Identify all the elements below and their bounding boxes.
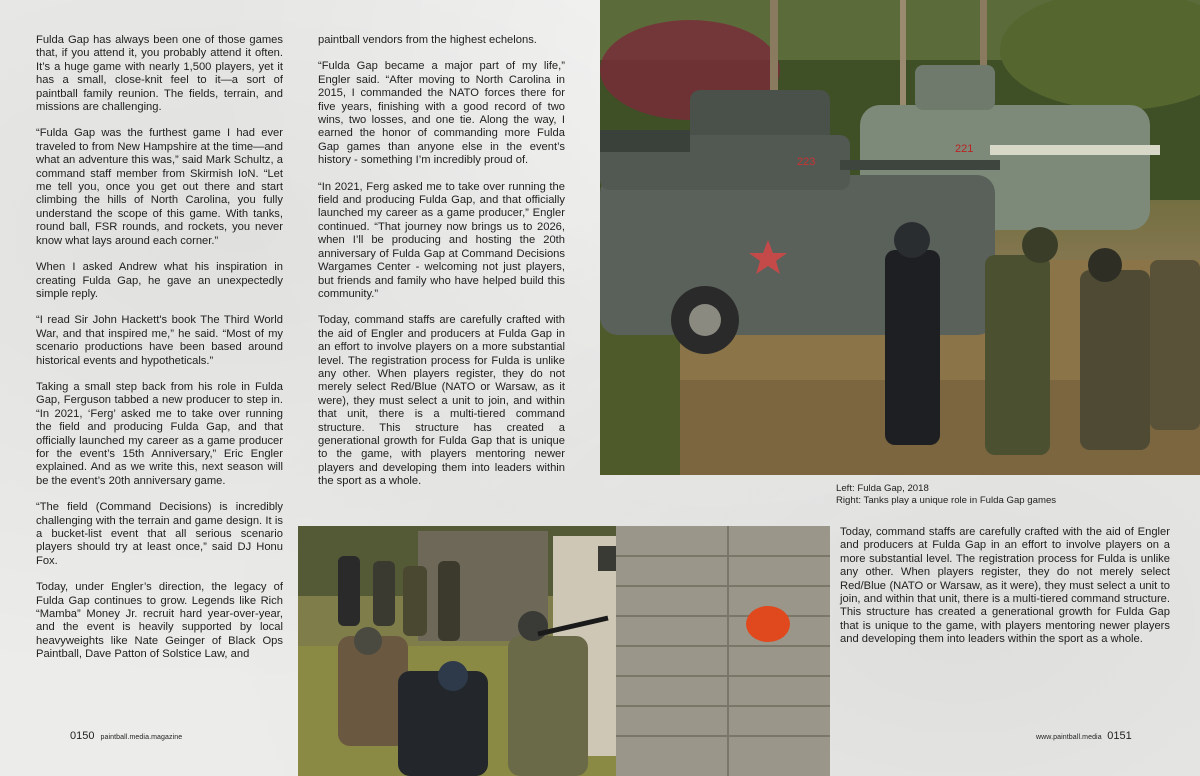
paragraph: “In 2021, Ferg asked me to take over running the field and producing Fulda Gap, and that officially launched my career as a game producer,” Engler continued. “That journey now brings us to 2026, when I’ll be producing and hosting the 20th anniversary of Fulda Gap at Command Decisions Wargames Center - welcoming not just players, but friends and family who have helped build this community.” bbox=[318, 180, 565, 300]
paragraph: “Fulda Gap was the furthest game I had ever traveled to from New Hampshire at the time—and what an adventure this was,” said Mark Schultz, a command staff member from Skirmish IoN. “Let me tell you, once you get out there and start climbing the hills of North Carolina, you fully understand the scope of this game. With tanks, round ball, FSR rounds, and rockets, you never know what lays around each corner.” bbox=[36, 127, 283, 247]
page-number-right: 0151 bbox=[1107, 730, 1132, 742]
paragraph: Taking a small step back from his role in Fulda Gap, Ferguson tabbed a new producer to step in. “In 2021, ‘Ferg’ asked me to take over running the field and producing Fulda Gap, and that officially launched my career as a game producer for the event’s 15th Anniversary,” Eric Engler explained. And as we write this, next season will be the event’s 20th anniversary game. bbox=[36, 380, 283, 487]
folio-right bbox=[1030, 730, 1132, 742]
paragraph: Today, command staffs are carefully crafted with the aid of Engler and producers at Fulda Gap in an effort to involve players on a more substantial level. The registration process for Fulda is unlike any other. When players register, they do not merely select Red/Blue (NATO or Warsaw, as it were), they must select a unit to join, and within that unit, there is a multi-tiered command structure. This structure has created a generational growth for Fulda Gap that is unique to the game, with players mentoring newer players and developing them into leaders within the sport as a whole. bbox=[318, 314, 565, 488]
tank-number-right: 221 bbox=[955, 143, 974, 155]
paragraph: Fulda Gap has always been one of those games that, if you attend it, you probably attend it often. It’s a huge game with nearly 1,500 players, yet it has a small, close-knit feel to it—a sort of paintball family reunion. The fields, terrain, and missions are challenging. bbox=[36, 34, 283, 114]
paragraph: Today, command staffs are carefully crafted with the aid of Engler and producers at Fulda Gap in an effort to involve players on a more substantial level. The registration process for Fulda is unlike any other. When players register, they do not merely select Red/Blue (NATO or Warsaw, as it were), they must select a unit to join, and within that unit, there is a multi-tiered command structure. This structure has created a generational growth for Fulda Gap that is unique to the game, with players mentoring newer players and developing them into leaders within the sport as a whole. bbox=[840, 526, 1170, 646]
article-column-3 bbox=[840, 526, 1170, 660]
paragraph: When I asked Andrew what his inspiration in creating Fulda Gap, he gave an unexpectedly simple reply. bbox=[36, 261, 283, 300]
caption-line-left: Left: Fulda Gap, 2018 bbox=[836, 483, 929, 494]
paragraph: “The field (Command Decisions) is incredibly challenging with the terrain and game design. It is a bucket-list event that all serious scenario players should try at least once,” said DJ Honu Fox. bbox=[36, 501, 283, 567]
caption-line-right: Right: Tanks play a unique role in Fulda Gap games bbox=[836, 495, 1057, 507]
paragraph: “I read Sir John Hackett's book The Third World War, and that inspired me,” he said. “Most of my scenario productions have been based around historical events and hypotheticals.” bbox=[36, 314, 283, 367]
paragraph: “Fulda Gap became a major part of my life,” Engler said. “After moving to North Carolina in 2015, I commanded the NATO forces there for five years, finishing with a good record of two wins, two losses, and one tie. Along the way, I earned the honor of commanding more Fulda Gap games than anyone else in the event’s history - something I’m incredibly proud of. bbox=[318, 60, 565, 167]
article-column-2 bbox=[318, 34, 565, 502]
bunker-photo-illustration bbox=[298, 526, 830, 776]
photo-caption bbox=[836, 483, 1166, 508]
folio-left bbox=[70, 730, 182, 742]
article-column-1 bbox=[36, 34, 283, 675]
tanks-photo bbox=[600, 0, 1200, 475]
tank-number-left: 223 bbox=[797, 156, 816, 168]
publication-name: paintball.media.magazine bbox=[100, 734, 183, 741]
tanks-photo-illustration bbox=[600, 0, 1200, 475]
bunker-photo bbox=[298, 526, 830, 776]
paragraph: Today, under Engler’s direction, the legacy of Fulda Gap continues to grow. Legends like Rich “Mamba” Money Jr. recruit hard year-over-year, and the event is heavily supported by local heavyweights like Nate Geinger of Black Ops Paintball, Dave Patton of Solstice Law, and bbox=[36, 581, 283, 661]
paragraph: paintball vendors from the highest echelons. bbox=[318, 34, 537, 46]
publication-url: www.paintball.media bbox=[1036, 734, 1102, 741]
page-number-left: 0150 bbox=[70, 730, 95, 742]
